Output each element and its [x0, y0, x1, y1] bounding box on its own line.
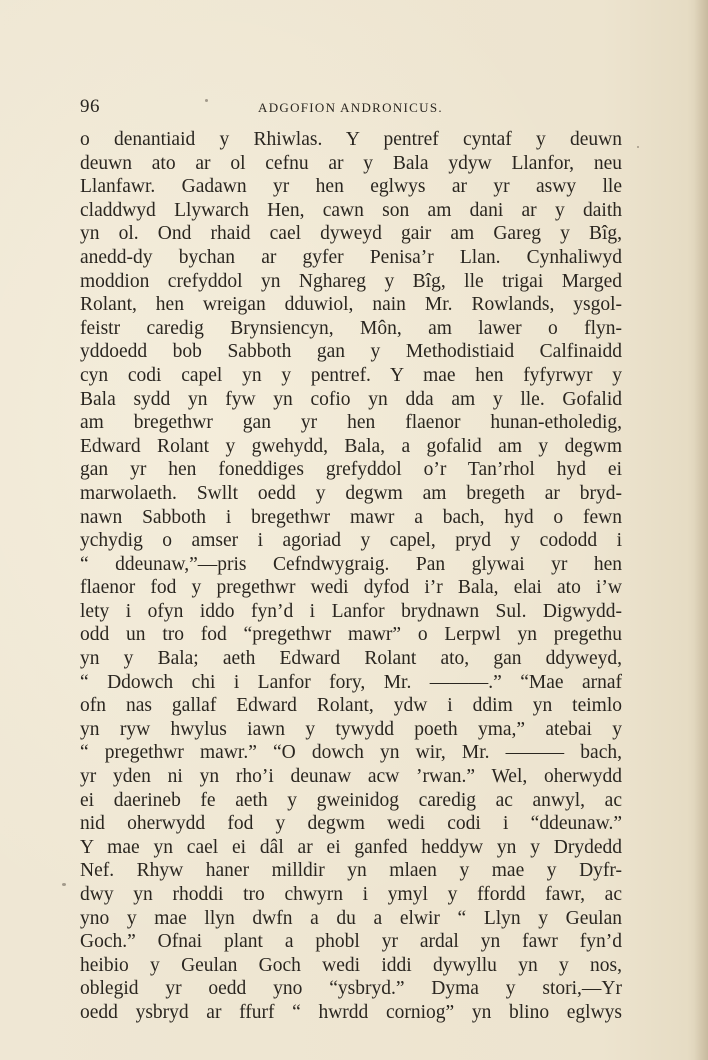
text-line: “ ddeunaw,”—pris Cefndwygraig. Pan glywai yr hen	[80, 553, 622, 575]
text-line: ychydig o amser i agoriad y capel, pryd y cododd i	[80, 530, 622, 552]
page-edge-shadow	[694, 0, 708, 1060]
text-line: nawn Sabboth i bregethwr mawr a bach, hyd o fewn	[80, 506, 622, 528]
text-line: ofn nas gallaf Edward Rolant, ydw i ddim yn teimlo	[80, 695, 622, 717]
text-line: gan yr hen foneddiges grefyddol o’r Tan’rhol hyd ei	[80, 459, 622, 481]
paper-speck	[62, 883, 66, 886]
text-line: Y mae yn cael ei dâl ar ei ganfed heddyw yn y Drydedd	[80, 836, 622, 858]
text-line: yr yden ni yn rho’i deunaw acw ’rwan.” Wel, oherwydd	[80, 766, 622, 788]
text-line: Goch.” Ofnai plant a phobl yr ardal yn fawr fyn’d	[80, 931, 622, 953]
text-line: anedd-dy bychan ar gyfer Penisa’r Llan. Cynhaliwyd	[80, 246, 622, 268]
text-line: “ Ddowch chi i Lanfor fory, Mr. ———.” “Mae arnaf	[80, 671, 622, 693]
text-line: odd un tro fod “pregethwr mawr” o Lerpwl yn pregethu	[80, 624, 622, 646]
body-text	[80, 128, 622, 1025]
text-line: nid oherwydd fod y degwm wedi codi i “ddeunaw.”	[80, 813, 622, 835]
text-line: flaenor fod y pregethwr wedi dyfod i’r Bala, elai ato i’w	[80, 577, 622, 599]
text-line: yno y mae llyn dwfn a du a elwir “ Llyn y Geulan	[80, 907, 622, 929]
text-line: ei daerineb fe aeth y gweinidog caredig ac anwyl, ac	[80, 789, 622, 811]
page-header	[80, 96, 622, 118]
text-line: dwy yn rhoddi tro chwyrn i ymyl y ffordd fawr, ac	[80, 884, 622, 905]
text-line: moddion crefyddol yn Nghareg y Bîg, lle trigai Marged	[80, 270, 622, 292]
text-line: oedd ysbryd ar ffurf “ hwrdd corniog” yn blino eglwys	[80, 1001, 622, 1023]
text-line: cyn codi capel yn y pentref. Y mae hen fyfyrwyr y	[80, 364, 622, 386]
text-line: marwolaeth. Swllt oedd y degwm am bregeth ar bryd-	[80, 482, 622, 504]
text-line: Nef. Rhyw haner milldir yn mlaen y mae y Dyfr-	[80, 860, 622, 882]
text-line: Llanfawr. Gadawn yr hen eglwys ar yr aswy lle	[80, 176, 622, 198]
text-line: yn y Bala; aeth Edward Rolant ato, gan ddyweyd,	[80, 648, 622, 670]
text-line: yn ol. Ond rhaid cael dyweyd gair am Gareg y Bîg,	[80, 223, 622, 245]
text-line: yn ryw hwylus iawn y tywydd poeth yma,” atebai y	[80, 718, 622, 740]
text-line: oblegid yr oedd yno “ysbryd.” Dyma y stori,—Yr	[80, 978, 622, 1000]
text-line: lety i ofyn iddo fyn’d i Lanfor brydnawn Sul. Digwydd-	[80, 600, 622, 622]
text-line: heibio y Geulan Goch wedi iddi dywyllu yn y nos,	[80, 954, 622, 976]
text-line: Bala sydd yn fyw yn cofio yn dda am y lle. Gofalid	[80, 388, 622, 410]
paper-speck	[637, 146, 639, 148]
text-line: yddoedd bob Sabboth gan y Methodistiaid Calfinaidd	[80, 341, 622, 363]
text-line: feistr caredig Brynsiencyn, Môn, am lawer o flyn-	[80, 317, 622, 339]
paper-speck	[205, 99, 208, 102]
text-line: Rolant, hen wreigan dduwiol, nain Mr. Rowlands, ysgol-	[80, 294, 622, 316]
text-line: Edward Rolant y gwehydd, Bala, a gofalid am y degwm	[80, 435, 622, 457]
text-line: o denantiaid y Rhiwlas. Y pentref cyntaf y deuwn	[80, 129, 622, 150]
text-line: claddwyd Llywarch Hen, cawn son am dani ar y daith	[80, 199, 622, 221]
text-line: “ pregethwr mawr.” “O dowch yn wir, Mr. ——— bach,	[80, 742, 622, 764]
text-line: am bregethwr gan yr hen flaenor hunan-etholedig,	[80, 412, 622, 434]
running-head: ADGOFION ANDRONICUS.	[258, 100, 443, 115]
page-number: 96	[80, 96, 100, 117]
text-line: deuwn ato ar ol cefnu ar y Bala ydyw Llanfor, neu	[80, 152, 622, 174]
